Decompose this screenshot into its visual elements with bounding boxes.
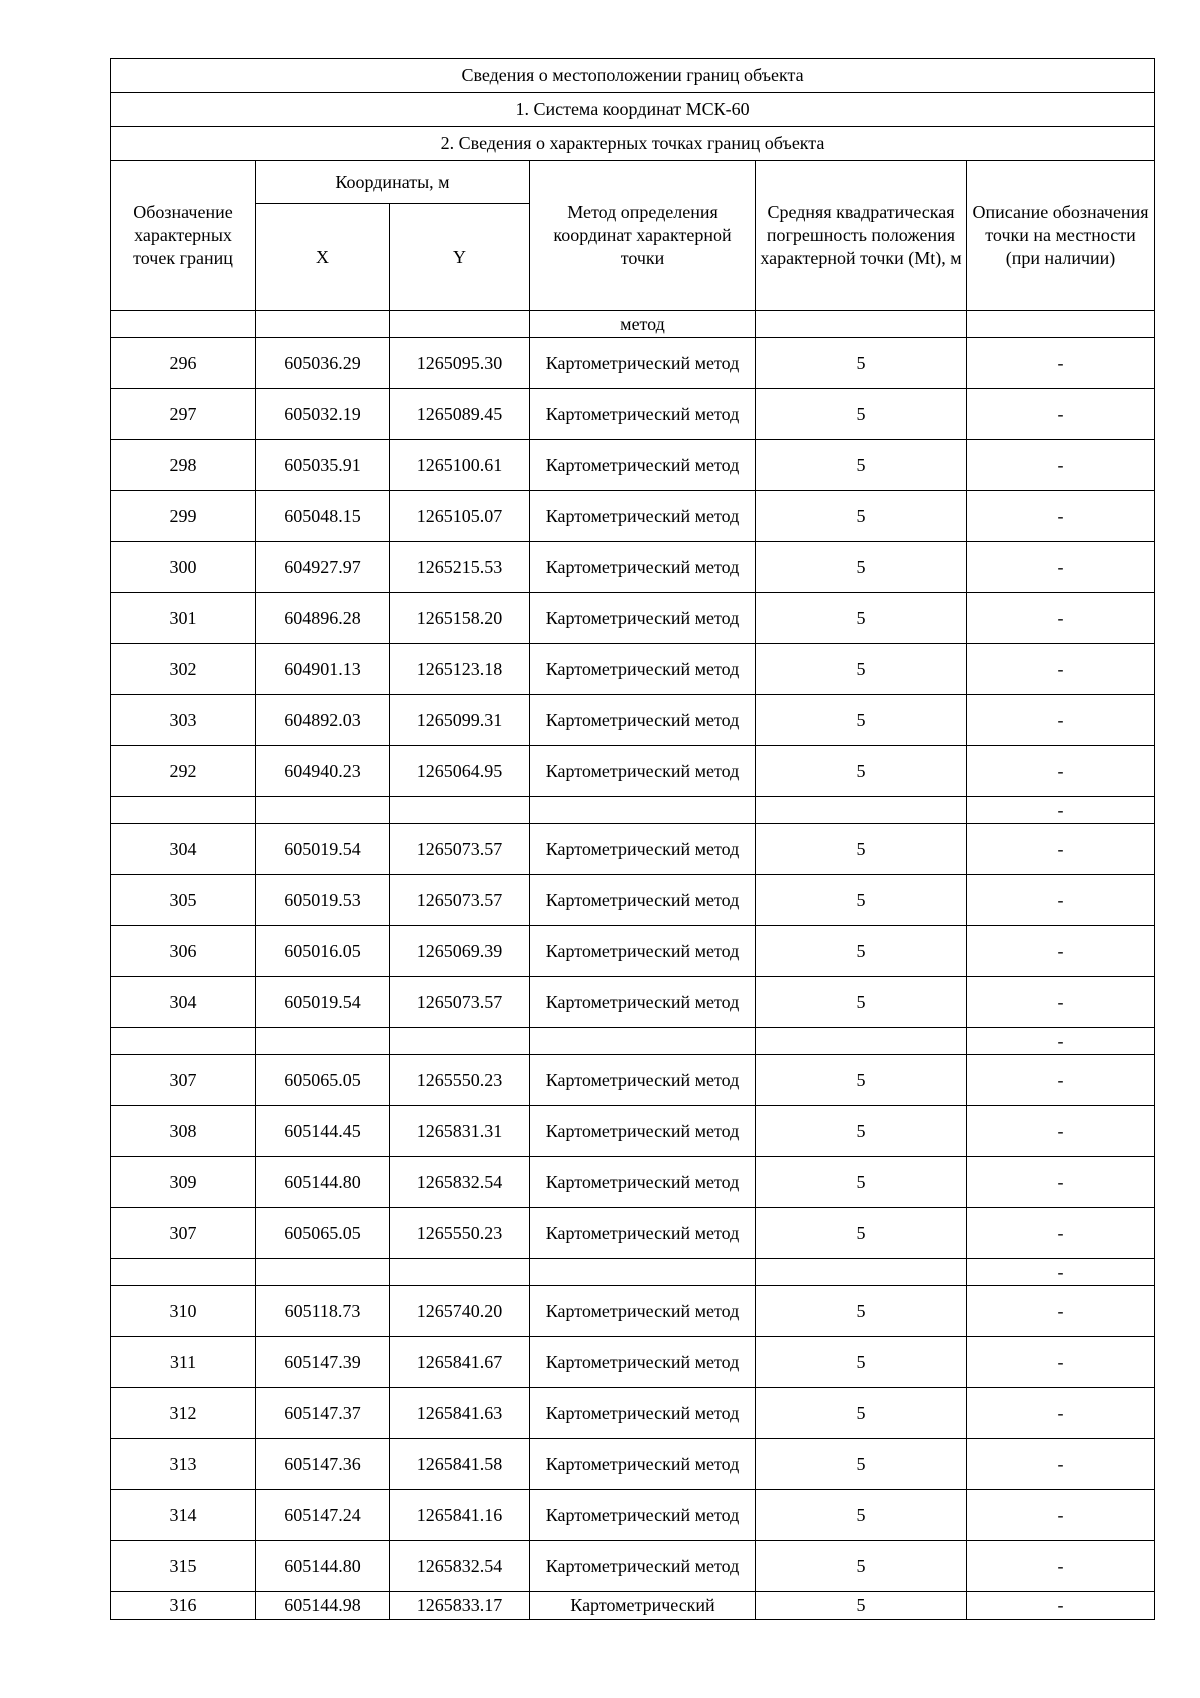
cell-error: 5	[756, 593, 967, 644]
table-row	[111, 977, 1155, 1028]
cell-error: 5	[756, 644, 967, 695]
cell-x: 605144.80	[256, 1541, 390, 1592]
cell-error: 5	[756, 875, 967, 926]
table-row	[111, 875, 1155, 926]
cell-y: 1265100.61	[390, 440, 530, 491]
cell-y: 1265832.54	[390, 1541, 530, 1592]
cell-description: -	[967, 1259, 1155, 1286]
cell-x	[256, 1028, 390, 1055]
table-row	[111, 593, 1155, 644]
cell-y: 1265158.20	[390, 593, 530, 644]
table-row	[111, 1286, 1155, 1337]
cell-description: -	[967, 1388, 1155, 1439]
header-error: Средняя квадратическая погрешность положения характерной точки (Mt), м	[756, 161, 967, 311]
cell-description: -	[967, 1541, 1155, 1592]
cell-x: 604927.97	[256, 542, 390, 593]
table-row	[111, 644, 1155, 695]
cell-point: 301	[111, 593, 256, 644]
continuation-method: метод	[530, 311, 756, 338]
cell-error: 5	[756, 1208, 967, 1259]
cell-error: 5	[756, 542, 967, 593]
header-coordinates: Координаты, м	[256, 161, 530, 204]
cell-description: -	[967, 1337, 1155, 1388]
cell-y: 1265215.53	[390, 542, 530, 593]
cell-method: Картометрический метод	[530, 875, 756, 926]
cell-method: Картометрический метод	[530, 977, 756, 1028]
cell-description: -	[967, 644, 1155, 695]
cell-point: 309	[111, 1157, 256, 1208]
cell-point	[111, 1028, 256, 1055]
table-row	[111, 1157, 1155, 1208]
cell-method: Картометрический метод	[530, 746, 756, 797]
cell-method: Картометрический метод	[530, 1541, 756, 1592]
cell-error: 5	[756, 1337, 967, 1388]
cell-point	[111, 797, 256, 824]
cell-error	[756, 1028, 967, 1055]
cell-error: 5	[756, 1157, 967, 1208]
cell-x: 605144.45	[256, 1106, 390, 1157]
cell-y: 1265095.30	[390, 338, 530, 389]
points-section-title: 2. Сведения о характерных точках границ объекта	[111, 127, 1155, 161]
cell-point: 316	[111, 1592, 256, 1620]
cell-description: -	[967, 977, 1155, 1028]
cell-point: 310	[111, 1286, 256, 1337]
cell-method: Картометрический метод	[530, 1439, 756, 1490]
cell-method: Картометрический метод	[530, 1337, 756, 1388]
cell-error: 5	[756, 440, 967, 491]
cell-point: 303	[111, 695, 256, 746]
cell-method: Картометрический метод	[530, 593, 756, 644]
cell-method: Картометрический метод	[530, 824, 756, 875]
cell-y: 1265064.95	[390, 746, 530, 797]
cell-y: 1265105.07	[390, 491, 530, 542]
cell-method: Картометрический метод	[530, 1490, 756, 1541]
cell-description: -	[967, 1157, 1155, 1208]
cell-y: 1265123.18	[390, 644, 530, 695]
cell-point: 292	[111, 746, 256, 797]
cell-error: 5	[756, 1490, 967, 1541]
cell-method: Картометрический метод	[530, 491, 756, 542]
cell-point: 312	[111, 1388, 256, 1439]
cell-method: Картометрический метод	[530, 338, 756, 389]
cell-point: 304	[111, 824, 256, 875]
cell-error: 5	[756, 695, 967, 746]
cell-y: 1265841.16	[390, 1490, 530, 1541]
cell-x	[256, 1259, 390, 1286]
cell-point: 304	[111, 977, 256, 1028]
cell-description: -	[967, 1028, 1155, 1055]
cell-point: 305	[111, 875, 256, 926]
cell-method: Картометрический метод	[530, 1208, 756, 1259]
cell-x: 605147.37	[256, 1388, 390, 1439]
table-row	[111, 440, 1155, 491]
cell-method: Картометрический метод	[530, 440, 756, 491]
table-row	[111, 491, 1155, 542]
cell-point: 314	[111, 1490, 256, 1541]
cell-method: Картометрический метод	[530, 695, 756, 746]
header-description: Описание обозначения точки на местности (при наличии)	[967, 161, 1155, 311]
document-title: Сведения о местоположении границ объекта	[111, 59, 1155, 93]
cell-description: -	[967, 440, 1155, 491]
cell-y	[390, 1028, 530, 1055]
table-row	[111, 824, 1155, 875]
cell-x: 605036.29	[256, 338, 390, 389]
cell-y: 1265740.20	[390, 1286, 530, 1337]
cell-error: 5	[756, 1541, 967, 1592]
table-row	[111, 1592, 1155, 1620]
cell-description: -	[967, 542, 1155, 593]
cell-x	[256, 797, 390, 824]
cell-description: -	[967, 695, 1155, 746]
coordinate-system-title: 1. Система координат МСК-60	[111, 93, 1155, 127]
cell-y: 1265073.57	[390, 977, 530, 1028]
cell-description: -	[967, 338, 1155, 389]
cell-description: -	[967, 1055, 1155, 1106]
cell-error: 5	[756, 1439, 967, 1490]
cell-point: 296	[111, 338, 256, 389]
table-row	[111, 695, 1155, 746]
cell-method: Картометрический метод	[530, 389, 756, 440]
header-x: X	[256, 204, 390, 311]
cell-point: 298	[111, 440, 256, 491]
cell-point: 313	[111, 1439, 256, 1490]
cell-method: Картометрический метод	[530, 926, 756, 977]
cell-point: 299	[111, 491, 256, 542]
cell-y: 1265841.67	[390, 1337, 530, 1388]
cell-y: 1265099.31	[390, 695, 530, 746]
cell-method: Картометрический метод	[530, 1286, 756, 1337]
table-row	[111, 1541, 1155, 1592]
cell-description: -	[967, 1592, 1155, 1620]
cell-x: 605032.19	[256, 389, 390, 440]
cell-y: 1265073.57	[390, 824, 530, 875]
cell-method: Картометрический метод	[530, 1388, 756, 1439]
cell-point: 302	[111, 644, 256, 695]
cell-error: 5	[756, 824, 967, 875]
table-row	[111, 338, 1155, 389]
table-row	[111, 389, 1155, 440]
cell-x: 605118.73	[256, 1286, 390, 1337]
cell-x: 604892.03	[256, 695, 390, 746]
cell-point: 307	[111, 1055, 256, 1106]
cell-x: 605019.53	[256, 875, 390, 926]
cell-error: 5	[756, 491, 967, 542]
cell-description: -	[967, 797, 1155, 824]
cell-point: 307	[111, 1208, 256, 1259]
cell-description: -	[967, 746, 1155, 797]
cell-error: 5	[756, 926, 967, 977]
cell-y: 1265550.23	[390, 1208, 530, 1259]
cell-method	[530, 797, 756, 824]
cell-y: 1265831.31	[390, 1106, 530, 1157]
cell-y: 1265550.23	[390, 1055, 530, 1106]
header-method: Метод определения координат характерной точки	[530, 161, 756, 311]
cell-x: 605144.80	[256, 1157, 390, 1208]
cell-y: 1265841.58	[390, 1439, 530, 1490]
cell-description: -	[967, 593, 1155, 644]
cell-description: -	[967, 1286, 1155, 1337]
cell-y	[390, 1259, 530, 1286]
header-y: Y	[390, 204, 530, 311]
cell-method: Картометрический метод	[530, 542, 756, 593]
table-row	[111, 926, 1155, 977]
cell-description: -	[967, 1439, 1155, 1490]
cell-error: 5	[756, 746, 967, 797]
cell-point: 315	[111, 1541, 256, 1592]
cell-description: -	[967, 875, 1155, 926]
cell-x: 605019.54	[256, 977, 390, 1028]
cell-x: 605147.24	[256, 1490, 390, 1541]
cell-error: 5	[756, 1388, 967, 1439]
cell-error: 5	[756, 1055, 967, 1106]
cell-x: 605016.05	[256, 926, 390, 977]
cell-point	[111, 1259, 256, 1286]
cell-y: 1265841.63	[390, 1388, 530, 1439]
table-row	[111, 1490, 1155, 1541]
cell-description: -	[967, 926, 1155, 977]
cell-x: 604901.13	[256, 644, 390, 695]
cell-point: 308	[111, 1106, 256, 1157]
cell-point: 311	[111, 1337, 256, 1388]
cell-method: Картометрический метод	[530, 1157, 756, 1208]
table-row	[111, 1337, 1155, 1388]
cell-x: 605048.15	[256, 491, 390, 542]
cell-error: 5	[756, 389, 967, 440]
cell-x: 605144.98	[256, 1592, 390, 1620]
table-row	[111, 746, 1155, 797]
cell-error: 5	[756, 1592, 967, 1620]
table-row	[111, 1055, 1155, 1106]
table-row	[111, 1388, 1155, 1439]
table-row	[111, 1208, 1155, 1259]
cell-point: 306	[111, 926, 256, 977]
cell-error	[756, 797, 967, 824]
cell-x: 605147.36	[256, 1439, 390, 1490]
table-row	[111, 1439, 1155, 1490]
cell-point: 297	[111, 389, 256, 440]
cell-description: -	[967, 824, 1155, 875]
cell-description: -	[967, 1490, 1155, 1541]
cell-error	[756, 1259, 967, 1286]
cell-description: -	[967, 1106, 1155, 1157]
cell-method: Картометрический метод	[530, 644, 756, 695]
cell-x: 604896.28	[256, 593, 390, 644]
cell-x: 604940.23	[256, 746, 390, 797]
cell-x: 605147.39	[256, 1337, 390, 1388]
cell-y: 1265073.57	[390, 875, 530, 926]
cell-y: 1265089.45	[390, 389, 530, 440]
cell-error: 5	[756, 1286, 967, 1337]
cell-x: 605065.05	[256, 1055, 390, 1106]
cell-y	[390, 797, 530, 824]
cell-description: -	[967, 389, 1155, 440]
cell-method: Картометрический метод	[530, 1055, 756, 1106]
cell-x: 605065.05	[256, 1208, 390, 1259]
cell-description: -	[967, 1208, 1155, 1259]
cell-method: Картометрический метод	[530, 1106, 756, 1157]
cell-method	[530, 1028, 756, 1055]
cell-point: 300	[111, 542, 256, 593]
separator-row	[111, 1028, 1155, 1055]
cell-method: Картометрический	[530, 1592, 756, 1620]
separator-row	[111, 1259, 1155, 1286]
header-point-designation: Обозначение характерных точек границ	[111, 161, 256, 311]
cell-y: 1265832.54	[390, 1157, 530, 1208]
cell-x: 605035.91	[256, 440, 390, 491]
cell-y: 1265833.17	[390, 1592, 530, 1620]
cell-error: 5	[756, 338, 967, 389]
table-row	[111, 1106, 1155, 1157]
separator-row	[111, 797, 1155, 824]
cell-y: 1265069.39	[390, 926, 530, 977]
cell-description: -	[967, 491, 1155, 542]
cell-x: 605019.54	[256, 824, 390, 875]
table-row	[111, 542, 1155, 593]
cell-method	[530, 1259, 756, 1286]
continuation-row	[111, 311, 1155, 338]
boundary-points-table	[110, 58, 1155, 1620]
cell-error: 5	[756, 1106, 967, 1157]
cell-error: 5	[756, 977, 967, 1028]
